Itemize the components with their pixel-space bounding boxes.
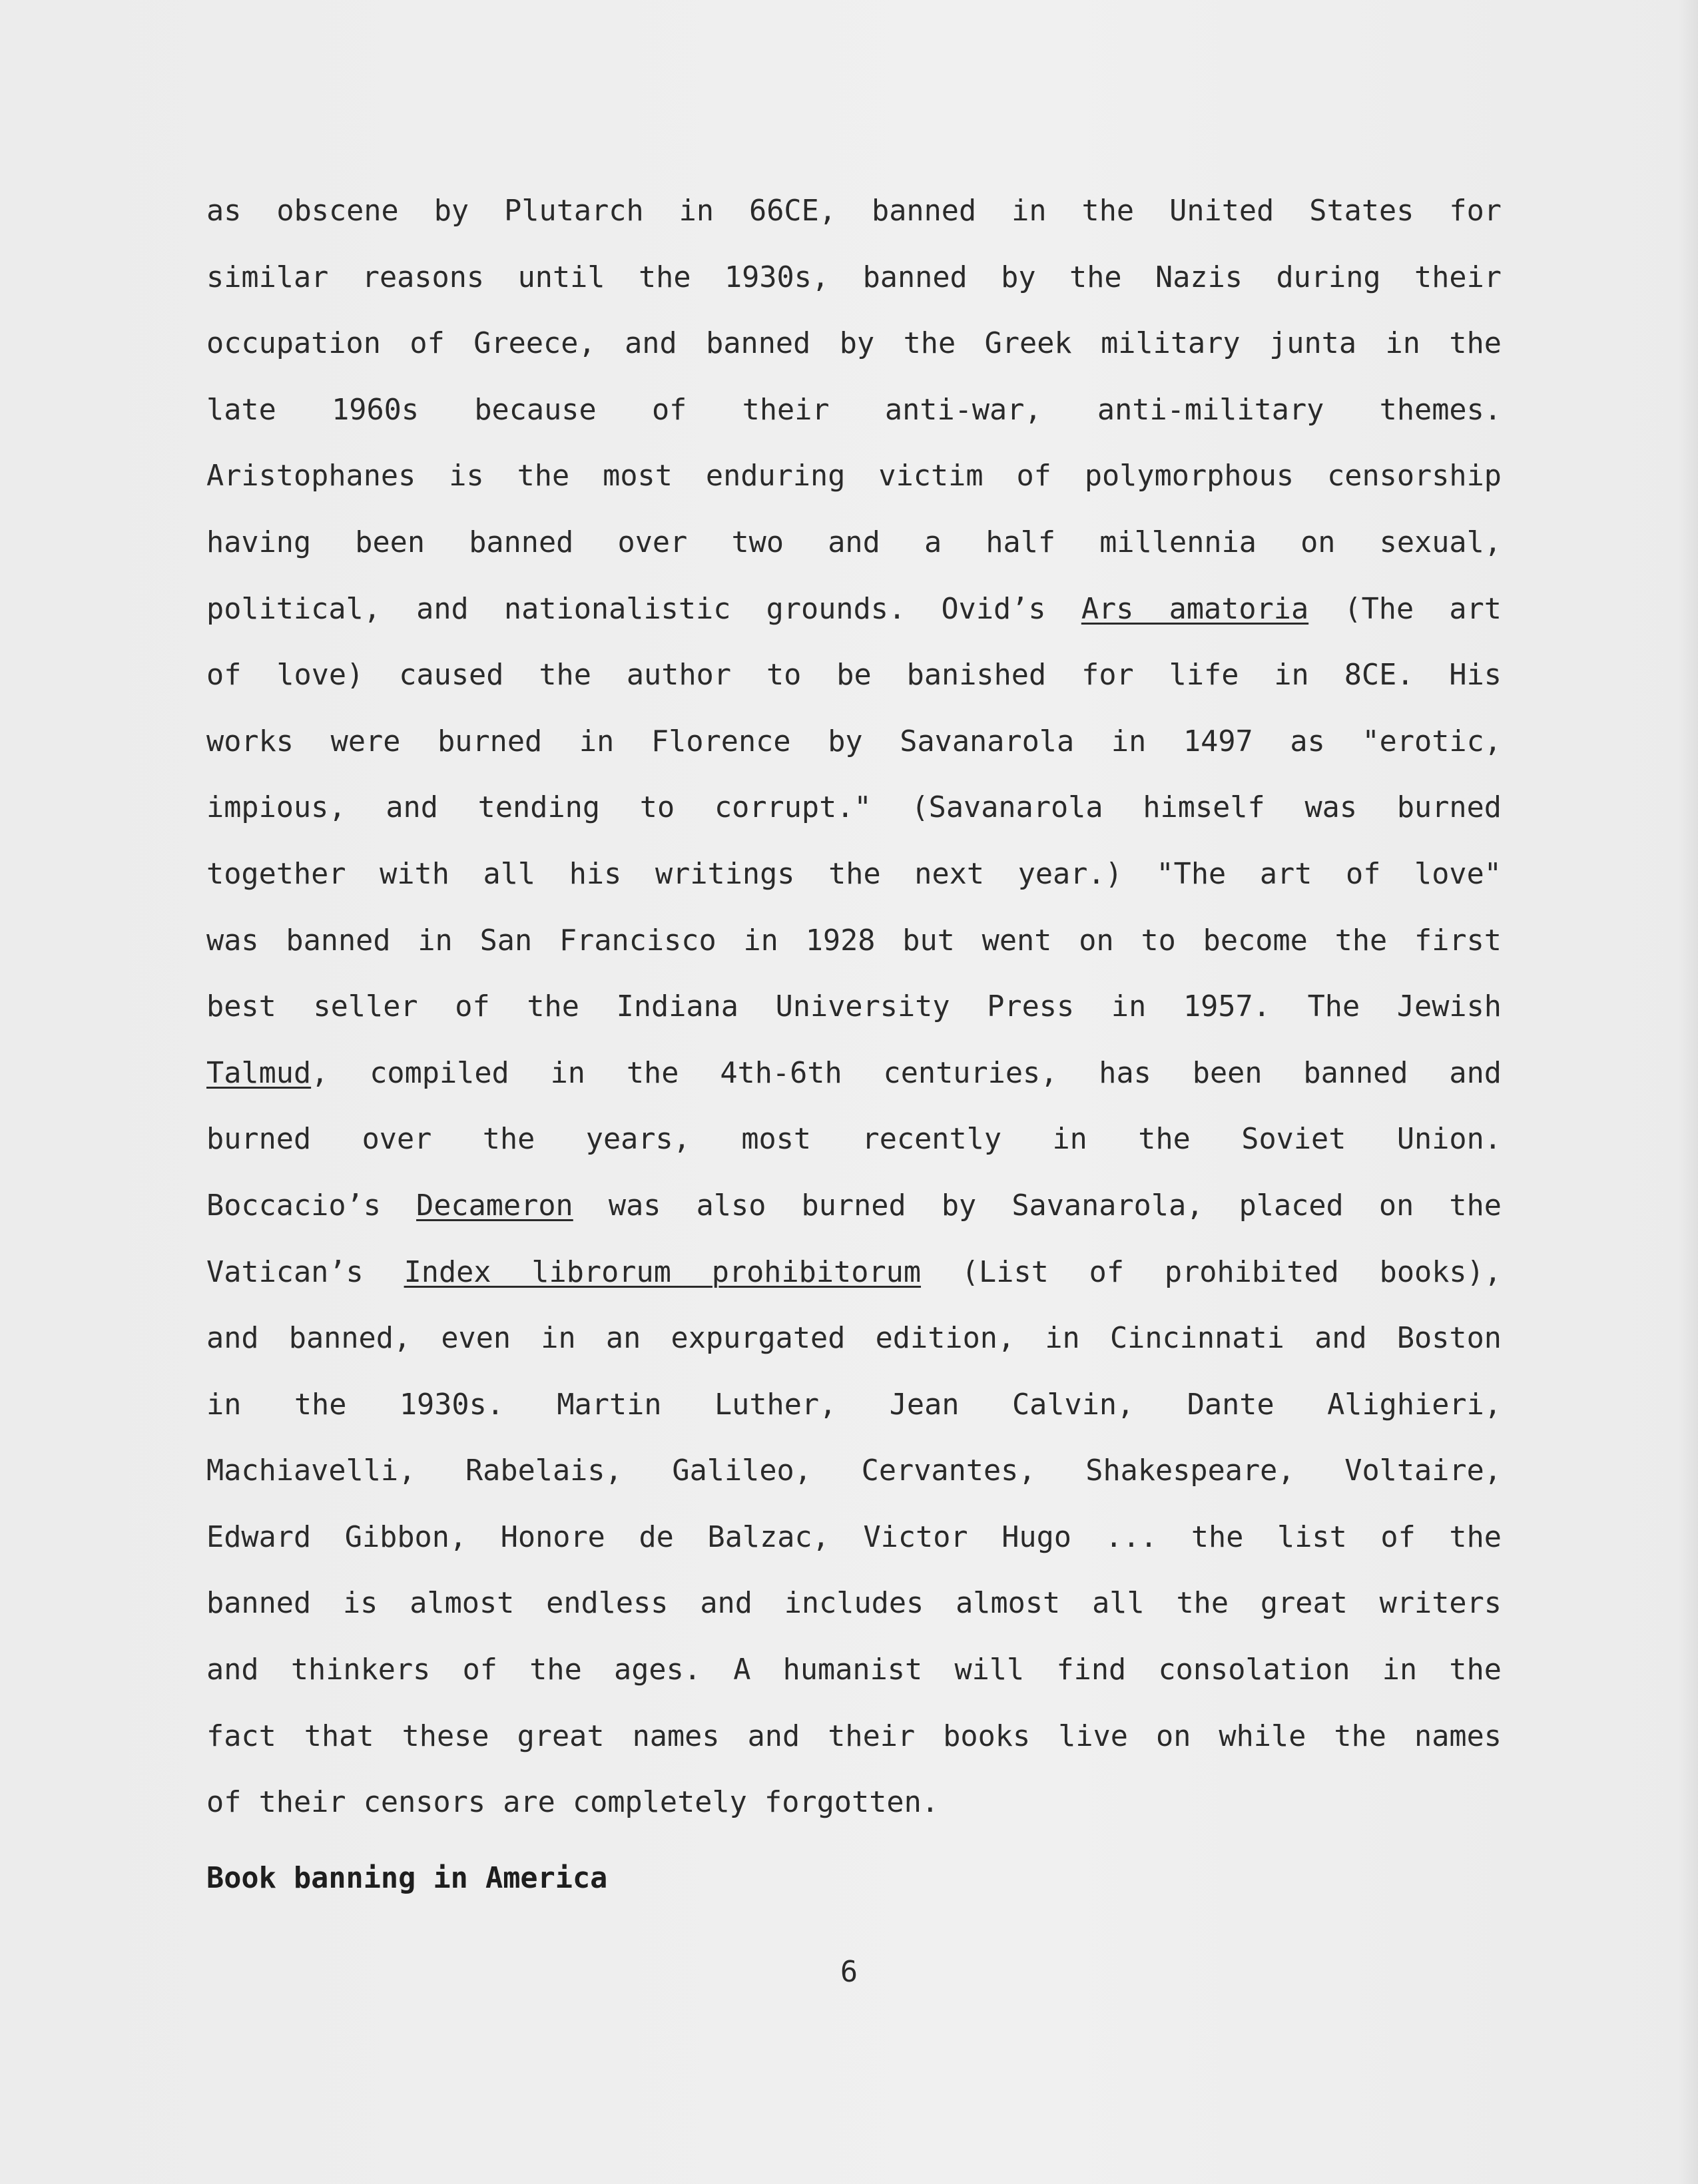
text-line: best seller of the Indiana University Press in 1957. The Jewish (206, 990, 1502, 1024)
book-title-decameron: Decameron (416, 1189, 573, 1223)
text-line: as obscene by Plutarch in 66CE, banned in the United States for (206, 194, 1502, 228)
text-segment: Boccacio’s (206, 1189, 417, 1223)
text-line: in the 1930s. Martin Luther, Jean Calvin, Dante Alighieri, (206, 1388, 1502, 1422)
text-line: of love) caused the author to be banished for life in 8CE. His (206, 659, 1502, 692)
text-line: together with all his writings the next year.) "The art of love" (206, 857, 1502, 891)
book-title-ars-amatoria: Ars amatoria (1081, 592, 1309, 626)
page-number: 6 (840, 1956, 858, 1989)
book-title-talmud: Talmud (206, 1056, 312, 1090)
body-paragraph (206, 178, 1502, 1836)
text-segment: Vatican’s (206, 1255, 404, 1289)
text-segment: , compiled in the 4th-6th centuries, has been banned and (311, 1056, 1502, 1090)
text-line: was banned in San Francisco in 1928 but went on to become the first (206, 924, 1502, 957)
text-line: burned over the years, most recently in the Soviet Union. (206, 1123, 1502, 1157)
text-line: of their censors are completely forgotten. (206, 1786, 939, 1820)
book-title-index-librorum: Index librorum prohibitorum (404, 1255, 922, 1289)
text-line: similar reasons until the 1930s, banned by the Nazis during their (206, 260, 1502, 294)
text-segment: political, and nationalistic grounds. Ovid’s (206, 592, 1081, 626)
text-line (206, 1240, 1502, 1306)
text-line: works were burned in Florence by Savanarola in 1497 as "erotic, (206, 724, 1502, 758)
text-line: occupation of Greece, and banned by the Greek military junta in the (206, 327, 1502, 361)
text-line: impious, and tending to corrupt." (Savanarola himself was burned (206, 791, 1502, 825)
text-line: Edward Gibbon, Honore de Balzac, Victor Hugo ... the list of the (206, 1520, 1502, 1554)
text-line: having been banned over two and a half millennia on sexual, (206, 525, 1502, 559)
text-line: fact that these great names and their books live on while the names (206, 1719, 1502, 1753)
text-segment: (List of prohibited books), (921, 1255, 1502, 1289)
section-heading: Book banning in America (206, 1862, 608, 1895)
text-line: late 1960s because of their anti-war, anti-military themes. (206, 393, 1502, 427)
text-line: and thinkers of the ages. A humanist will find consolation in the (206, 1653, 1502, 1687)
text-line: Machiavelli, Rabelais, Galileo, Cervantes, Shakespeare, Voltaire, (206, 1454, 1502, 1488)
text-line: and banned, even in an expurgated edition, in Cincinnati and Boston (206, 1322, 1502, 1356)
text-segment: was also burned by Savanarola, placed on the (573, 1189, 1502, 1223)
text-line: Aristophanes is the most enduring victim of polymorphous censorship (206, 459, 1502, 493)
text-line (206, 1041, 1502, 1107)
text-line (206, 1173, 1502, 1240)
text-line: banned is almost endless and includes almost all the great writers (206, 1587, 1502, 1621)
text-line (206, 577, 1502, 643)
text-segment: (The art (1308, 592, 1502, 626)
page-edge-shadow (1678, 0, 1698, 2184)
